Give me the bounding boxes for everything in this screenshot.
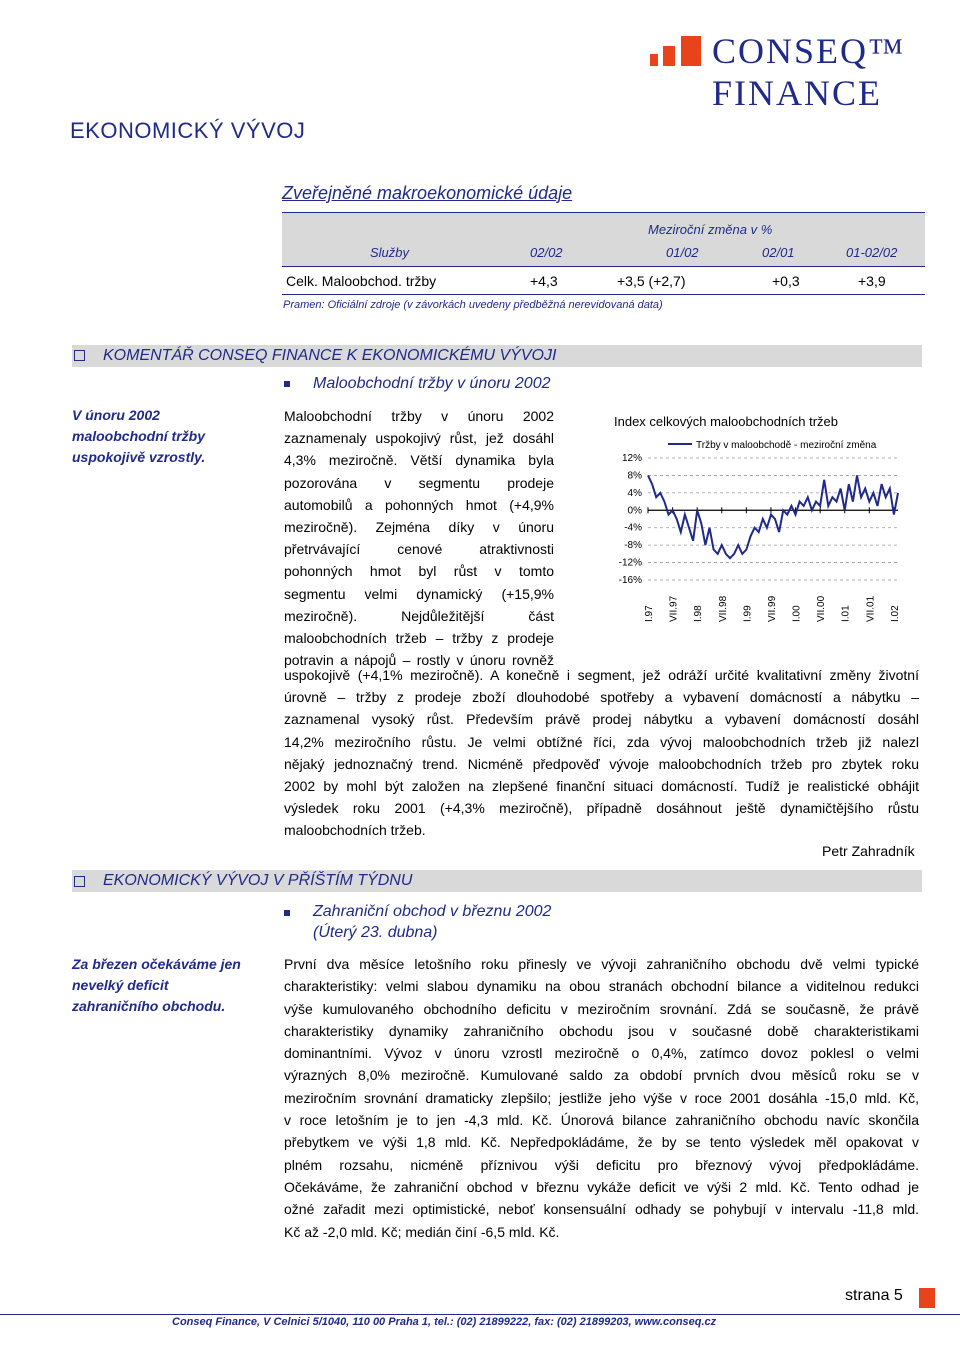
chart-x-tick-label: VII.01 [865, 595, 877, 622]
para-line: 2002 by mohl být založen na zlepšené finanční situaci domácností. Tudíž je realistické obhájit [284, 778, 919, 795]
para-line: přebytkem ve výši 1,8 mld. Kč. Nepředpokládáme, že by se tento výsledek měl opakovat v [284, 1134, 919, 1151]
para-line: meziročním srovnání dramaticky zlepšilo; jestliže jeho výše v roce 2001 dosáhla -15,0 mld. Kč, [284, 1089, 919, 1106]
retail-sales-chart [586, 406, 926, 656]
chart-x-tick-label: I.98 [693, 605, 705, 622]
para-line: pohonných hmot byl růst v tomto [284, 563, 554, 580]
para-line: maloobchodních tržeb. [284, 822, 426, 839]
section1-sidenote [72, 405, 262, 468]
para-line: úrovně – tržby z prodeje zboží dlouhodobé spotřeby a vybavení domácností a nábytku – [284, 689, 919, 706]
chart-x-tick-label: VII.99 [766, 595, 778, 622]
group-header: Meziroční změna v % [648, 222, 773, 237]
logo: CONSEQ™ FINANCE [712, 31, 906, 113]
logo-accent-bar-3 [650, 54, 658, 66]
bullet-icon [284, 381, 290, 387]
sidenote-line: Za březen očekáváme jen [72, 956, 241, 972]
section2-title: EKONOMICKÝ VÝVOJ V PŘÍŠTÍM TÝDNU [103, 872, 413, 889]
macro-title: Zveřejněné makroekonomické údaje [282, 183, 573, 203]
chart-x-tick-label: I.00 [791, 605, 803, 622]
para-line: nějaký jednoznačný trend. Nicméně předpověď vývoje maloobchodních tržeb pro zbytek roku [284, 755, 919, 772]
chart-y-tick-label: -16% [618, 575, 642, 586]
para-line: 14,2% meziročního růstu. Je velmi obtížné říci, zda vývoj maloobchodních tržeb již nalezl [284, 733, 919, 750]
row-label: Celk. Maloobchod. tržby [286, 273, 437, 289]
sidenote-line: zahraničního obchodu. [72, 998, 226, 1014]
chart-legend: Tržby v maloobchodě - meziroční změna [696, 440, 877, 451]
para-line: charakteristiky dynamiky zahraničního obchodu jsou v současné době charakteristikami [284, 1022, 919, 1039]
chart-x-tick-label: I.02 [889, 605, 901, 622]
para-line: Očekáváme, že zahraniční obchod v březnu vykáže deficit ve výši 2 mld. Kč. Tento odhad je [284, 1178, 919, 1195]
table-bottom-rule [282, 294, 925, 295]
bullet-icon [284, 910, 290, 916]
footer-address: Conseq Finance, V Celnici 5/1040, 110 00 Praha 1, tel.: (02) 21899222, fax: (02) 21899203, www.conseq.cz [172, 1316, 717, 1328]
section2-bullet-title-1: Zahraniční obchod v březnu 2002 [313, 903, 552, 920]
para-line: meziročně). Zejména díky v únoru [284, 519, 554, 536]
para-line: První dva měsíce letošního roku přinesly ve vývoji zahraničního obchodu dvě velmi typické [284, 956, 919, 972]
table-header-rule [282, 266, 925, 267]
para-line: plném rozsahu, nicméně příznivou výši deficitu pro březnový vývoj předpokládáme. [284, 1156, 919, 1173]
checkbox-icon [74, 350, 85, 361]
chart-y-tick-label: 12% [621, 453, 642, 464]
para-line: automobilů a pohonných hmot (+4,9% [284, 496, 554, 513]
para-line: charakteristiky: velmi slabou dynamiku na obou stranách obchodní bilance a viditelnou redukci [284, 978, 919, 995]
para-line: v roce letošním je to jen -4,3 mld. Kč. Únorová bilance zahraničního obchodu navíc skončila [284, 1112, 919, 1129]
chart-y-tick-label: 8% [627, 470, 642, 482]
sidenote-line: uspokojivě vzrostly. [72, 449, 206, 465]
checkbox-icon [74, 876, 85, 887]
para-line: potravin a nápojů – rostly v únoru rovněž [284, 652, 554, 669]
sidenote-line: maloobchodní tržby [72, 428, 205, 444]
chart-y-tick-label: -8% [624, 540, 642, 552]
section1-narrow-text [284, 405, 554, 671]
logo-accent-bar-1 [681, 36, 701, 66]
section1-wide-text [284, 664, 919, 842]
row-value-2: +3,5 (+2,7) [617, 273, 686, 289]
sidenote-line: V únoru 2002 [72, 407, 160, 423]
section2-bullet-title-2: (Úterý 23. dubna) [313, 924, 438, 941]
col-header-3: 02/01 [762, 245, 795, 260]
para-line: výše kumulovaného obchodního deficitu v meziročním srovnání. Zdá se současně, že právě [284, 1000, 919, 1017]
row-value-4: +3,9 [858, 273, 886, 289]
row-value-1: +4,3 [530, 273, 558, 289]
para-line: 4,3% meziročně. Větší dynamika byla [284, 452, 554, 469]
para-line: pozorována v segmentu prodeje [284, 474, 554, 491]
chart-y-tick-label: 4% [627, 487, 642, 499]
chart-x-tick-label: VII.98 [717, 595, 729, 622]
chart-y-tick-label: 0% [627, 505, 642, 517]
page-number: strana 5 [845, 1287, 903, 1304]
col-header-1: 02/02 [530, 245, 563, 260]
para-line: zaznamenaly uspokojivý růst, jež dosáhl [284, 430, 554, 447]
footer-rule [0, 1314, 960, 1315]
para-line: výrazných 8,0% meziročně. Kumulované saldo za období prvních dvou měsíců roku se v [284, 1067, 919, 1084]
table-source: Pramen: Oficiální zdroje (v závorkách uvedeny předběžná nerevidovaná data) [283, 299, 663, 311]
para-line: zaznamenal vysoký růst. Především právě prodej nábytku a vybavení domácností dosáhl [284, 711, 919, 728]
section2-text [284, 953, 919, 1243]
para-line: dominantními. Vývoz v únoru vzrostl meziročně o 0,4%, zatímco dovoz poklesl o velmi [284, 1045, 919, 1062]
page-title: EKONOMICKÝ VÝVOJ [70, 118, 306, 143]
para-line: ožné zařadit mezi optimistické, neboť konsensuální odhady se pohybují v intervalu -11,8 mld. [284, 1201, 919, 1218]
chart-x-tick-label: VII.00 [816, 595, 828, 622]
sidenote-line: nevelký deficit [72, 977, 169, 993]
para-line: uspokojivě (+4,1% meziročně). A konečně i segment, jež odráží určité kvalitativní změny životní [284, 667, 919, 683]
chart-x-tick-label: I.01 [840, 605, 852, 622]
chart-x-tick-label: I.99 [742, 605, 754, 622]
section1-bullet-title: Maloobchodní tržby v únoru 2002 [313, 375, 551, 392]
chart-x-tick-label: I.97 [644, 605, 655, 622]
col-header-2: 01/02 [666, 245, 699, 260]
para-line: meziročně). Nejdůležitější část [284, 607, 554, 624]
para-line: výsledek roku 2001 (+4,3% meziročně), případně dosáhnout ještě dynamičtějšího růstu [284, 800, 919, 817]
para-line: přetrvávající cenové atraktivnosti [284, 541, 554, 558]
chart-title: Index celkových maloobchodních tržeb [614, 414, 839, 429]
para-line: Maloobchodní tržby v únoru 2002 [284, 408, 554, 424]
col-header-0: Služby [370, 245, 410, 260]
para-line: maloobchodních tržeb – tržby z prodeje [284, 630, 554, 647]
para-line: segmentu velmi dynamický (+15,9% [284, 585, 554, 602]
page-number-accent [919, 1288, 935, 1308]
section1-title: KOMENTÁŘ CONSEQ FINANCE K EKONOMICKÉMU VÝVOJI [103, 347, 557, 364]
chart-x-tick-label: VII.97 [668, 595, 680, 622]
para-line: Kč až -2,0 mld. Kč; medián činí -6,5 mld. Kč. [284, 1223, 560, 1240]
row-value-3: +0,3 [772, 273, 800, 289]
col-header-4: 01-02/02 [846, 245, 898, 260]
section2-sidenote [72, 954, 272, 1017]
chart-series-line [648, 475, 898, 558]
logo-accent-bar-2 [663, 46, 675, 66]
author: Petr Zahradník [822, 843, 915, 859]
chart-y-tick-label: -12% [618, 557, 642, 569]
table-top-rule [282, 212, 925, 213]
chart-y-tick-label: -4% [624, 522, 642, 534]
